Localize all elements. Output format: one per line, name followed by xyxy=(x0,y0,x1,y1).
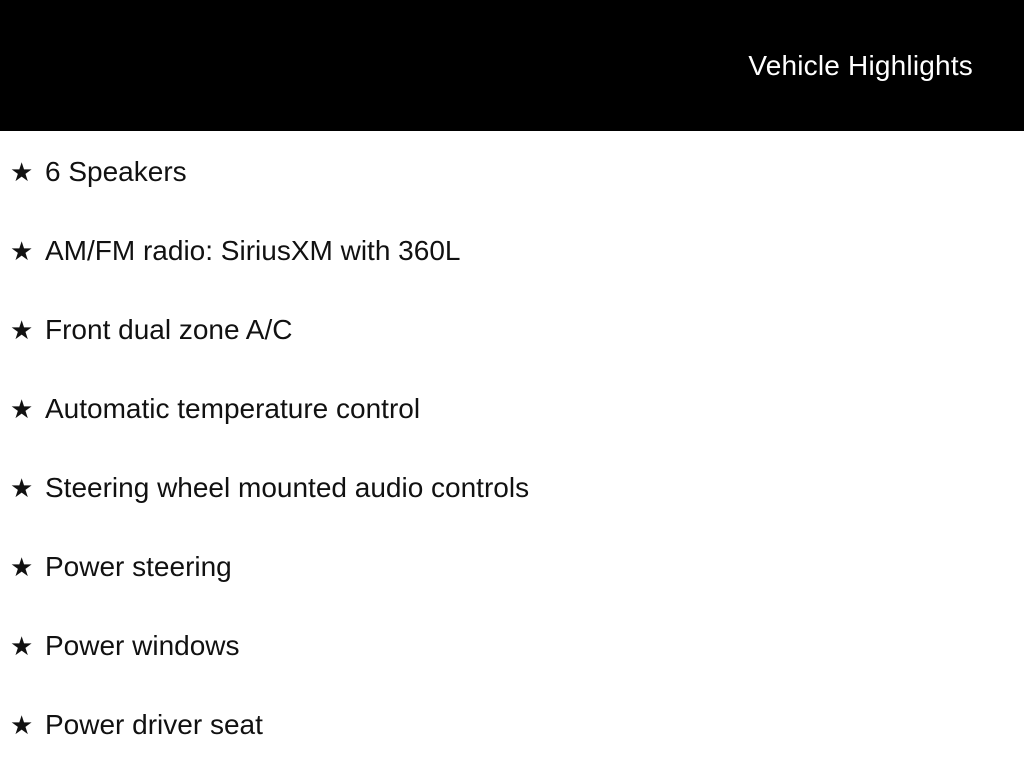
header-bar xyxy=(0,0,1024,131)
feature-label: AM/FM radio: SiriusXM with 360L xyxy=(45,234,461,266)
star-icon: ★ xyxy=(10,551,34,582)
star-icon: ★ xyxy=(10,630,34,661)
list-item xyxy=(0,606,1024,685)
feature-label: Power driver seat xyxy=(45,708,263,740)
list-item xyxy=(0,527,1024,606)
star-icon: ★ xyxy=(10,156,34,187)
list-item xyxy=(0,290,1024,369)
star-icon: ★ xyxy=(10,472,34,503)
feature-label: Power windows xyxy=(45,629,240,661)
page-title: Vehicle Highlights xyxy=(748,49,973,81)
feature-label: Front dual zone A/C xyxy=(45,313,293,345)
list-item xyxy=(0,448,1024,527)
star-icon: ★ xyxy=(10,709,34,740)
feature-label: 6 Speakers xyxy=(45,155,187,187)
feature-label: Steering wheel mounted audio controls xyxy=(45,471,530,503)
list-item xyxy=(0,369,1024,448)
feature-label: Automatic temperature control xyxy=(45,392,421,424)
feature-label: Power steering xyxy=(45,550,232,582)
list-item xyxy=(0,132,1024,211)
star-icon: ★ xyxy=(10,235,34,266)
list-item xyxy=(0,211,1024,290)
list-item xyxy=(0,685,1024,764)
star-icon: ★ xyxy=(10,393,34,424)
features-list xyxy=(0,131,1024,764)
star-icon: ★ xyxy=(10,314,34,345)
